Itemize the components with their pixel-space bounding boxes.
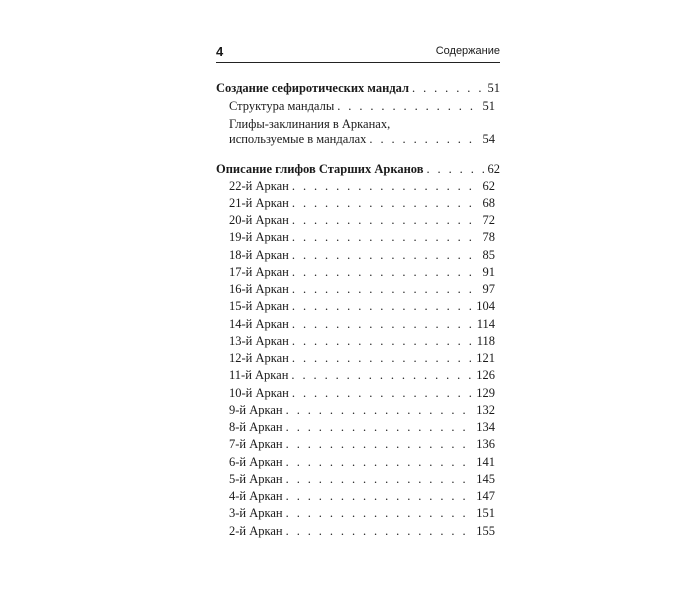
toc-entry bbox=[229, 454, 495, 471]
toc-entry-title: 14-й Аркан bbox=[229, 317, 289, 331]
toc-leader-dots bbox=[286, 471, 474, 488]
toc-entry-title: 19-й Аркан bbox=[229, 230, 289, 244]
toc-page-number: 62 bbox=[487, 162, 500, 176]
toc-entry-title: 13-й Аркан bbox=[229, 334, 289, 348]
toc-page-number: 126 bbox=[476, 368, 495, 382]
toc-leader-dots bbox=[292, 385, 473, 402]
toc-page-number: 51 bbox=[487, 81, 500, 95]
toc-entry-title: 3-й Аркан bbox=[229, 506, 283, 520]
toc-page-number: 147 bbox=[476, 489, 495, 503]
toc-page-number: 97 bbox=[482, 282, 495, 296]
toc-entry bbox=[229, 98, 495, 115]
toc-leader-dots bbox=[292, 350, 473, 367]
toc-leader-dots bbox=[337, 98, 479, 115]
toc-page-number: 129 bbox=[476, 386, 495, 400]
header-rule bbox=[216, 62, 500, 63]
toc-leader-dots bbox=[292, 281, 480, 298]
toc-entry bbox=[229, 229, 495, 246]
toc-entry-title: 12-й Аркан bbox=[229, 351, 289, 365]
toc-leader-dots bbox=[292, 229, 480, 246]
toc-entry-title: 2-й Аркан bbox=[229, 524, 283, 538]
toc-leader-dots bbox=[291, 367, 473, 384]
toc-entry bbox=[229, 333, 495, 350]
toc-entry-title: 5-й Аркан bbox=[229, 472, 283, 486]
toc-page-number: 91 bbox=[482, 265, 495, 279]
toc-page-number: 54 bbox=[482, 132, 495, 146]
toc-leader-dots bbox=[286, 402, 474, 419]
toc-entry bbox=[229, 298, 495, 315]
toc-entry-title: 17-й Аркан bbox=[229, 265, 289, 279]
toc-entry-title: 7-й Аркан bbox=[229, 437, 283, 451]
toc-leader-dots bbox=[292, 178, 480, 195]
toc-page-number: 132 bbox=[476, 403, 495, 417]
toc-page-number: 62 bbox=[482, 179, 495, 193]
toc-entry bbox=[229, 212, 495, 229]
toc-leader-dots bbox=[292, 264, 480, 281]
toc-entry-title: 16-й Аркан bbox=[229, 282, 289, 296]
toc-entry-title: 8-й Аркан bbox=[229, 420, 283, 434]
toc-leader-dots bbox=[369, 131, 479, 148]
toc-page-number: 155 bbox=[476, 524, 495, 538]
toc-leader-dots bbox=[286, 454, 474, 471]
toc-section-title: Создание сефиротических мандал bbox=[216, 81, 410, 95]
toc-section-title: Описание глифов Старших Арканов bbox=[216, 162, 424, 176]
toc-leader-dots bbox=[292, 316, 474, 333]
toc-page-number: 134 bbox=[476, 420, 495, 434]
toc-page-number: 151 bbox=[476, 506, 495, 520]
toc-leader-dots bbox=[292, 212, 480, 229]
toc-page-number: 68 bbox=[482, 196, 495, 210]
toc-entry-title: 9-й Аркан bbox=[229, 403, 283, 417]
toc-page-number: 85 bbox=[482, 248, 495, 262]
toc-leader-dots bbox=[292, 333, 474, 350]
toc-entry-title: 10-й Аркан bbox=[229, 386, 289, 400]
toc-entry bbox=[229, 385, 495, 402]
toc-section-heading bbox=[216, 80, 500, 97]
toc-entry bbox=[229, 488, 495, 505]
page-number: 4 bbox=[216, 44, 224, 59]
toc-page-number: 114 bbox=[476, 317, 495, 331]
toc-entry-title: Структура мандалы bbox=[229, 99, 335, 113]
toc-entry-title-line2: используемые в мандалах bbox=[229, 132, 367, 146]
toc-leader-dots bbox=[286, 419, 474, 436]
toc-entry-title: 22-й Аркан bbox=[229, 179, 289, 193]
toc-entry bbox=[229, 178, 495, 195]
toc-leader-dots bbox=[286, 505, 474, 522]
toc-entry bbox=[229, 367, 495, 384]
toc-entry bbox=[229, 264, 495, 281]
toc-entry-title: 6-й Аркан bbox=[229, 455, 283, 469]
toc-page-number: 145 bbox=[476, 472, 495, 486]
toc-entry bbox=[229, 523, 495, 540]
toc-leader-dots bbox=[427, 161, 485, 178]
toc-leader-dots bbox=[292, 298, 473, 315]
toc-page-number: 136 bbox=[476, 437, 495, 451]
toc-page-number: 78 bbox=[482, 230, 495, 244]
toc-page-number: 72 bbox=[482, 213, 495, 227]
toc-leader-dots bbox=[286, 523, 474, 540]
toc-entry bbox=[229, 436, 495, 453]
toc-leader-dots bbox=[292, 247, 480, 264]
toc-entry bbox=[229, 505, 495, 522]
toc-entry bbox=[229, 471, 495, 488]
toc-entry bbox=[229, 131, 495, 148]
toc-entry-title: 11-й Аркан bbox=[229, 368, 289, 382]
toc-section-heading bbox=[216, 161, 500, 178]
toc-entry-title-line1: Глифы-заклинания в Арканах, bbox=[229, 117, 391, 131]
toc-page-number: 118 bbox=[476, 334, 495, 348]
toc-entry bbox=[229, 195, 495, 212]
toc-leader-dots bbox=[412, 80, 484, 97]
toc-leader-dots bbox=[292, 195, 480, 212]
toc-entry bbox=[229, 402, 495, 419]
toc-entry bbox=[229, 247, 495, 264]
toc-page-number: 141 bbox=[476, 455, 495, 469]
toc-entry-title: 15-й Аркан bbox=[229, 299, 289, 313]
toc-entry bbox=[229, 350, 495, 367]
toc-page-number: 51 bbox=[482, 99, 495, 113]
toc-leader-dots bbox=[286, 488, 474, 505]
toc-entry bbox=[229, 281, 495, 298]
toc-entry bbox=[229, 316, 495, 333]
toc-leader-dots bbox=[286, 436, 474, 453]
toc-entry-title: 4-й Аркан bbox=[229, 489, 283, 503]
toc-page-number: 121 bbox=[476, 351, 495, 365]
toc-entry bbox=[229, 419, 495, 436]
toc-entry-title: 18-й Аркан bbox=[229, 248, 289, 262]
toc-entry-title: 20-й Аркан bbox=[229, 213, 289, 227]
toc-page-number: 104 bbox=[476, 299, 495, 313]
running-header: Содержание bbox=[435, 45, 500, 57]
toc-entry-title: 21-й Аркан bbox=[229, 196, 289, 210]
